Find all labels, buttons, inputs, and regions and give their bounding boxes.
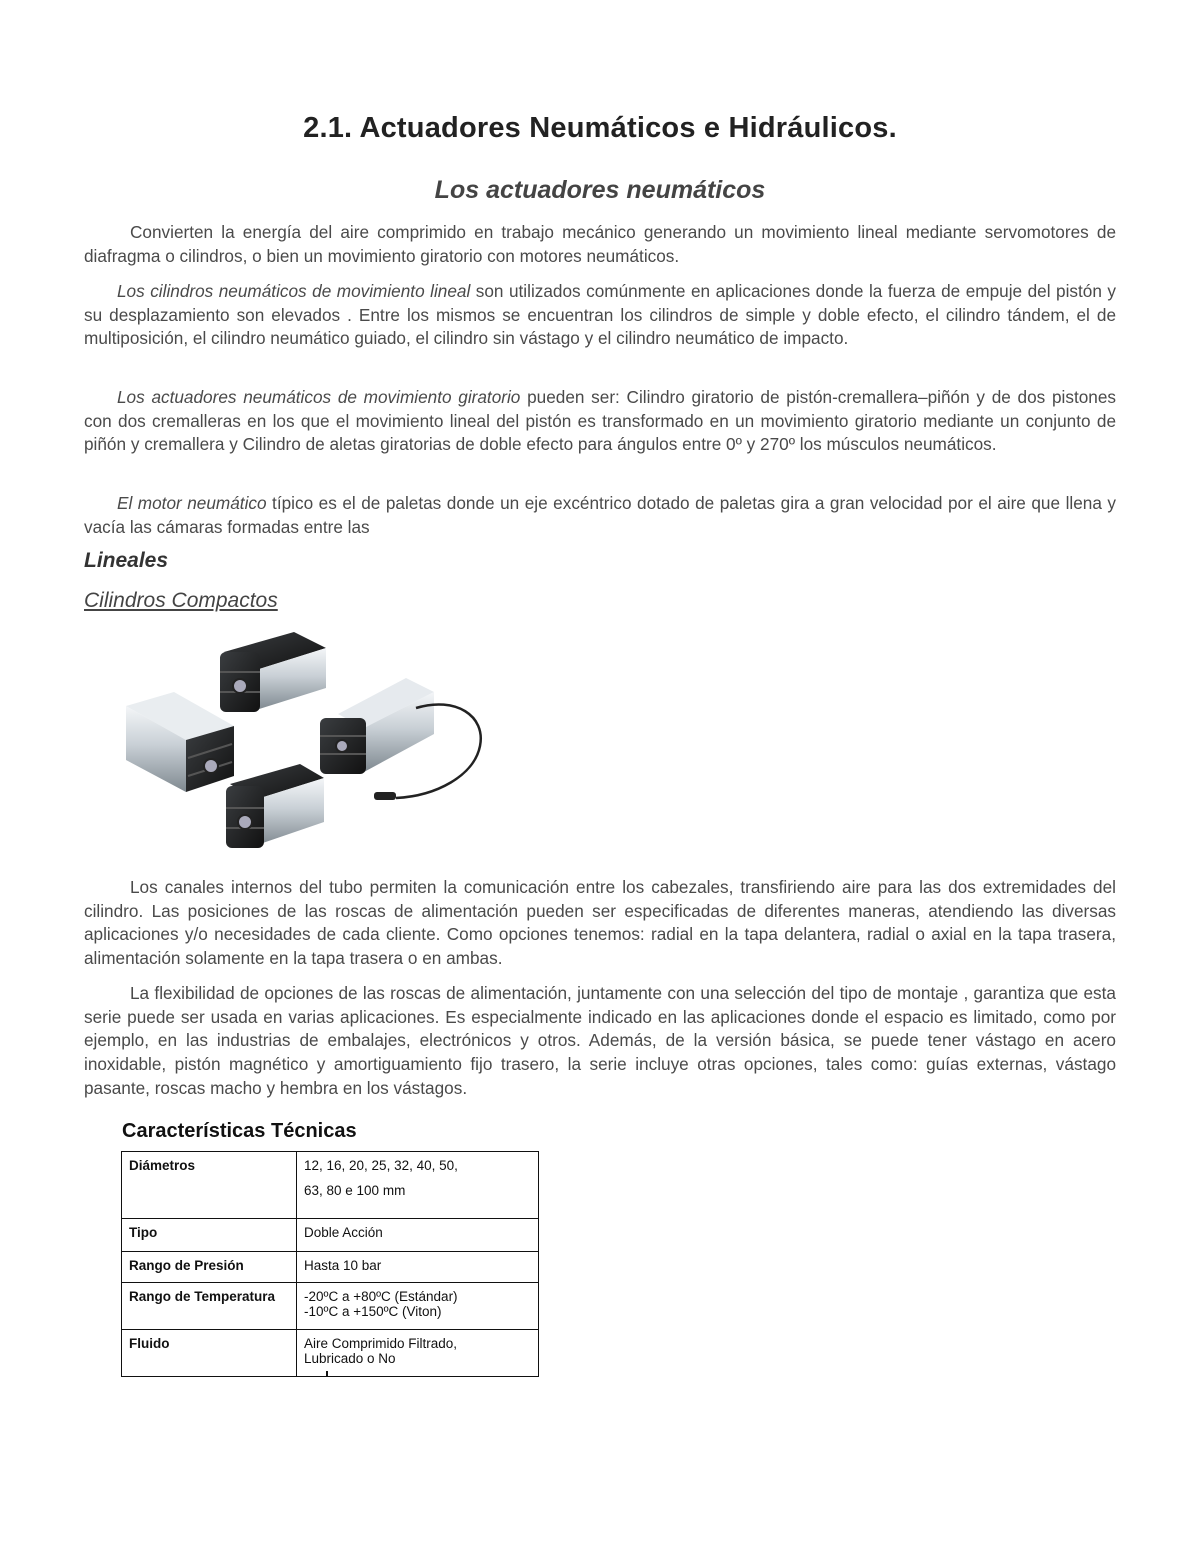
spec-value-line: -20ºC a +80ºC (Estándar)	[304, 1289, 458, 1304]
paragraph-linear-lead: Los cilindros neumáticos de movimiento lineal	[117, 281, 471, 301]
spec-value-line: Hasta 10 bar	[304, 1258, 382, 1273]
paragraph-flexibility: La flexibilidad de opciones de las roscas de alimentación, juntamente con una selección del tipo de montaje , garantiza que esta serie puede ser usada en varias aplicaciones. Es especialmente indicado en las aplicaciones donde el espacio es limitado, como por ejemplo, en las industrias de embalajes, electrónicos y otros. Además, de la versión básica, se puede tener vástago en acero inoxidable, pistón magnético y amortiguamiento fijo trasero, la serie incluye otras opciones, tales como: guías externas, vástago pasante, roscas macho y hembra en los vástagos.	[84, 983, 1116, 1098]
table-caption: Características Técnicas	[122, 1120, 357, 1142]
spec-value-line: -10ºC a +150ºC (Viton)	[304, 1304, 442, 1319]
technical-specs-table	[121, 1151, 539, 1377]
paragraph-motor-lead: El motor neumático	[117, 493, 267, 513]
table-row	[122, 1330, 539, 1377]
cylinder-right	[320, 678, 481, 800]
spec-value-line: Doble Acción	[304, 1225, 383, 1240]
spec-key: Fluido	[122, 1330, 297, 1377]
page-title: 2.1. Actuadores Neumáticos e Hidráulicos.	[303, 112, 897, 144]
heading-cilindros-compactos: Cilindros Compactos	[84, 589, 278, 612]
table-row	[122, 1283, 539, 1330]
table-row	[122, 1252, 539, 1283]
spec-key: Tipo	[122, 1219, 297, 1252]
spec-key: Rango de Temperatura	[122, 1283, 297, 1330]
spec-value-line: 12, 16, 20, 25, 32, 40, 50,	[304, 1158, 458, 1173]
cylinder-top	[220, 632, 326, 712]
spec-value	[297, 1252, 539, 1283]
paragraph-rotary-text: pueden ser: Cilindro giratorio de pistón-cremallera–piñón y de dos pistones con dos cremalleras en los que el movimiento lineal del pistón es transformado en un movimiento giratorio mediante un conjunto de piñón y cremallera y Cilindro de aletas giratorias de doble efecto para ángulos entre 0º y 270º los músculos neumáticos.	[84, 387, 1117, 455]
spec-key: Diámetros	[122, 1152, 297, 1219]
cylinder-bottom	[226, 764, 324, 848]
cylinder-left	[126, 692, 234, 792]
paragraph-motor	[84, 492, 1116, 539]
spec-value	[297, 1283, 539, 1330]
spec-value	[297, 1219, 539, 1252]
paragraph-linear	[84, 280, 1116, 351]
table-divider-tail	[326, 1371, 328, 1377]
spec-value-line: Lubricado o No	[304, 1351, 396, 1366]
spec-key: Rango de Presión	[122, 1252, 297, 1283]
spec-value-line: 63, 80 e 100 mm	[304, 1183, 406, 1198]
paragraph-rotary-lead: Los actuadores neumáticos de movimiento giratorio	[117, 387, 521, 407]
paragraph-linear-text: son utilizados comúnmente en aplicaciones donde la fuerza de empuje del pistón y su desplazamiento son elevados . Entre los mismos se encuentran los cilindros de simple y doble efecto, el cilindro tándem, el de multiposición, el cilindro neumático guiado, el cilindro sin vástago y el cilindro neumático de impacto.	[84, 281, 1116, 349]
spec-value	[297, 1152, 539, 1219]
section-subtitle: Los actuadores neumáticos	[434, 176, 766, 204]
paragraph-rotary	[84, 386, 1116, 457]
table-row	[122, 1152, 539, 1219]
paragraph-channels: Los canales internos del tubo permiten la comunicación entre los cabezales, transfiriendo aire para las dos extremidades del cilindro. Las posiciones de las roscas de alimentación pueden ser especificadas de diferentes maneras, atendiendo las diversas aplicaciones y/o necesidades de cada cliente. Como opciones tenemos: radial en la tapa delantera, radial o axial en la tapa trasera, alimentación solamente en la tapa trasera o en ambas.	[84, 877, 1116, 969]
paragraph-intro: Convierten la energía del aire comprimido en trabajo mecánico generando un movimiento lineal mediante servomotores de diafragma o cilindros, o bien un movimiento giratorio con motores neumáticos.	[84, 222, 1116, 266]
spec-value-line: Aire Comprimido Filtrado,	[304, 1336, 458, 1351]
heading-lineales: Lineales	[84, 549, 169, 572]
compact-cylinders-photo	[116, 626, 496, 858]
spec-value	[297, 1330, 539, 1377]
table-row	[122, 1219, 539, 1252]
paragraph-motor-text: típico es el de paletas donde un eje excéntrico dotado de paletas gira a gran velocidad por el aire que llena y vacía las cámaras formadas entre las	[84, 493, 1116, 537]
